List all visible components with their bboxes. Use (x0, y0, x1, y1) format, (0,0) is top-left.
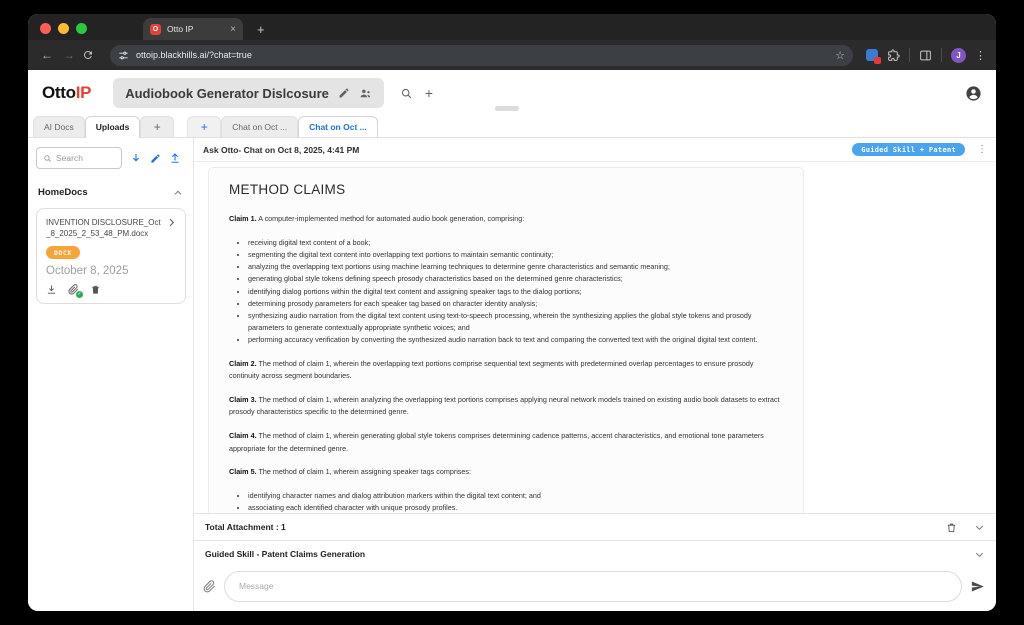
app-header (28, 70, 996, 116)
browser-tabstrip (28, 14, 996, 40)
bookmark-star-icon[interactable]: ☆ (835, 49, 845, 62)
attached-check-badge: ✓ (77, 291, 82, 298)
files-sidebar (28, 138, 194, 611)
reload-icon[interactable] (82, 49, 100, 61)
chat-messages[interactable] (194, 162, 996, 513)
header-search-icon[interactable] (400, 87, 413, 100)
app-logo: OttoIP (42, 83, 92, 102)
guided-skill-chevron-down-icon[interactable] (974, 549, 985, 560)
share-users-icon[interactable] (359, 87, 372, 100)
search-icon (43, 154, 52, 163)
tab-uploads[interactable]: Uploads (85, 116, 141, 137)
file-actions (46, 284, 176, 298)
claim-step: • identifying character names and dialog attribution markers within the digital text content; and (248, 490, 783, 502)
drag-handle[interactable] (495, 106, 519, 111)
browser-actions (866, 48, 986, 63)
divider (941, 48, 942, 62)
document-title-pill (113, 78, 384, 108)
extensions-puzzle-icon[interactable] (887, 49, 900, 62)
upload-files-icon[interactable] (169, 152, 181, 164)
new-tab-button[interactable]: + (257, 21, 265, 37)
chat-tabs (187, 116, 377, 137)
claim-step: • performing accuracy verification by converting the synthesized audio narration back to text and comparing the converted text with the original digital text content. (248, 334, 783, 346)
download-files-icon[interactable] (130, 152, 142, 164)
divider (909, 48, 910, 62)
edit-title-icon[interactable] (338, 87, 350, 99)
claim-1: Claim 1. A computer-implemented method for automated audio book generation, comprising: (229, 214, 525, 223)
chevron-right-icon[interactable] (166, 217, 177, 228)
account-icon[interactable] (965, 85, 982, 102)
extension-icon[interactable] (866, 49, 878, 61)
guided-skill-label: Guided Skill - Patent Claims Generation (205, 549, 366, 559)
add-chat-tab-button[interactable]: + (187, 116, 221, 137)
browser-toolbar (28, 40, 996, 70)
claim-5: Claim 5. The method of claim 1, wherein assigning speaker tags comprises: (229, 467, 471, 477)
back-icon[interactable]: ← (41, 48, 53, 62)
close-window-button[interactable] (40, 23, 51, 34)
forward-icon[interactable]: → (63, 48, 75, 62)
guided-skill-bar[interactable] (194, 540, 996, 567)
send-icon[interactable] (970, 579, 985, 594)
claim-step: • associating each identified character with unique prosody profiles. (248, 502, 783, 513)
claim-5-steps (229, 490, 783, 513)
file-delete-icon[interactable] (90, 284, 101, 295)
claim-step: • determining prosody parameters for each speaker tag based on character identity analysis; (248, 298, 783, 310)
file-card[interactable] (36, 208, 186, 304)
app-logo-accent: IP (75, 83, 92, 102)
homedocs-label: HomeDocs (38, 187, 88, 198)
claim-step: • generating global style tokens defining speech prosody characteristics based on the determined genre characteristics; (248, 273, 783, 285)
edit-files-icon[interactable] (150, 153, 161, 164)
claim-step: • receiving digital text content of a book; (248, 237, 783, 249)
attachments-delete-icon[interactable] (946, 522, 957, 533)
assistant-message (208, 167, 804, 513)
tab-close-icon[interactable]: × (230, 23, 236, 35)
address-bar[interactable] (110, 45, 853, 66)
claim-step: • segmenting the digital text content into overlapping text portions to maintain semantic continuity; (248, 249, 783, 261)
file-date: October 8, 2025 (46, 264, 129, 277)
site-favicon: O (150, 24, 161, 35)
document-title: Audiobook Generator Dislcosure (125, 85, 329, 101)
claim-4: Claim 4. The method of claim 1, wherein generating global style tokens comprises determining cadence patterns, accent characteristics, and emotional tone parameters appropriate for the determined genre. (229, 431, 764, 453)
sidebar-toolbar (36, 147, 185, 169)
workspace-tabs (28, 116, 996, 138)
claim-1-steps (229, 237, 783, 347)
message-composer (194, 567, 996, 611)
browser-profile-avatar[interactable]: J (951, 48, 966, 63)
claim-step: • synthesizing audio narration from the digital text content using text-to-speech processing, wherein the synthesizing applies the global style tokens and prosody parameters to generate contextually appropriate synthetic voices; and (248, 310, 783, 334)
browser-window (28, 14, 996, 611)
chat-menu-icon[interactable]: ⋮ (977, 144, 987, 155)
claim-step: • analyzing the overlapping text portions using machine learning techniques to determine genre characteristics and semantic meaning; (248, 261, 783, 273)
file-name: INVENTION DISCLOSURE_Oct_8_2025_2_53_48_PM.docx (46, 218, 161, 239)
search-input[interactable] (36, 147, 122, 169)
file-type-badge: DOCX (46, 246, 80, 259)
url-text: ottoip.blackhills.ai/?chat=true (136, 50, 252, 60)
browser-tab[interactable] (143, 18, 243, 40)
add-docs-tab-button[interactable]: + (140, 116, 174, 137)
file-download-icon[interactable] (46, 284, 57, 295)
homedocs-section-header[interactable] (36, 187, 185, 198)
chat-panel (194, 138, 996, 611)
search-placeholder: Search (56, 153, 83, 163)
attachments-label: Total Attachment : 1 (205, 522, 286, 532)
maximize-window-button[interactable] (76, 23, 87, 34)
traffic-lights (40, 23, 87, 34)
tab-chat-1[interactable]: Chat on Oct ... (221, 116, 298, 137)
attach-file-icon[interactable] (203, 580, 216, 593)
tab-chat-2[interactable]: Chat on Oct ... (298, 116, 378, 137)
side-panel-icon[interactable] (919, 49, 932, 62)
message-input[interactable] (224, 571, 962, 602)
claim-3: Claim 3. The method of claim 1, wherein analyzing the overlapping text portions comprises applying neural network models trained on existing audio book datasets to extract prosody characteristics specific to the determined genre. (229, 394, 780, 417)
claim-2: Claim 2. The method of claim 1, wherein the overlapping text portions comprise sequential text segments with predetermined overlap percentages to ensure prosody continuity across segment boundaries. (229, 358, 754, 381)
header-add-icon[interactable]: + (424, 85, 434, 101)
chat-title: Ask Otto- Chat on Oct 8, 2025, 4:41 PM (203, 144, 360, 155)
chat-header (194, 138, 996, 162)
claim-step: • identifying dialog portions within the digital text content and assigning speaker tags to the dialog portions; (248, 286, 783, 298)
claims-heading: METHOD CLAIMS (229, 182, 346, 197)
minimize-window-button[interactable] (58, 23, 69, 34)
chevron-up-icon[interactable] (173, 188, 183, 198)
attachments-chevron-down-icon[interactable] (974, 522, 985, 533)
browser-tab-title: Otto IP (167, 24, 194, 34)
guided-skill-badge: Guided Skill + Patent (852, 143, 965, 156)
file-attach-icon[interactable] (68, 284, 82, 298)
attachments-bar[interactable] (194, 513, 996, 540)
app-root (28, 70, 996, 611)
tab-ai-docs[interactable]: AI Docs (33, 116, 85, 137)
browser-menu-icon[interactable]: ⋮ (975, 49, 986, 62)
site-settings-icon[interactable] (118, 50, 129, 61)
